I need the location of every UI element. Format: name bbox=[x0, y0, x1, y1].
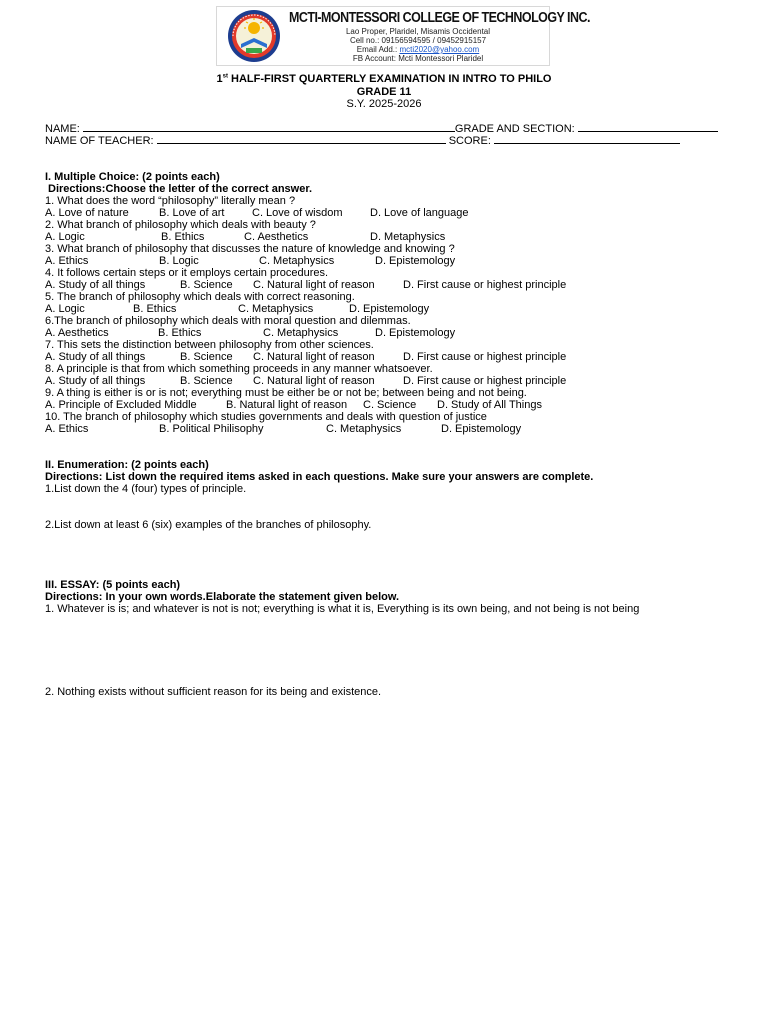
option-b: B. Political Philisophy bbox=[159, 423, 264, 435]
option-b: B. Ethics bbox=[161, 231, 205, 243]
school-fb: FB Account: Mcti Montessori Plaridel bbox=[352, 54, 484, 63]
part3-heading: III. ESSAY: (5 points each) bbox=[45, 579, 181, 591]
option-a: A. Ethics bbox=[45, 255, 89, 267]
school-cell: Cell no.: 09156594595 / 09452915157 bbox=[349, 36, 487, 45]
part1-directions-text: Choose the letter of the correct answer. bbox=[105, 183, 313, 195]
option-b: B. Science bbox=[180, 279, 233, 291]
essay-item-1: 1. Whatever is is; and whatever is not is not; everything is what it is, Everything is its own being, and not being is not being bbox=[45, 603, 640, 615]
exam-title bbox=[0, 73, 768, 85]
school-header bbox=[216, 6, 590, 66]
exam-title-text: HALF-FIRST QUARTERLY EXAMINATION IN INTRO TO PHILO bbox=[227, 73, 552, 85]
teacher-label: NAME OF TEACHER: bbox=[45, 135, 154, 147]
option-b: B. Love of art bbox=[159, 207, 225, 219]
name-blank[interactable] bbox=[83, 122, 455, 132]
enumeration-item-1: 1.List down the 4 (four) types of principle. bbox=[45, 483, 247, 495]
option-a: A. Logic bbox=[45, 303, 85, 315]
option-c: C. Natural light of reason bbox=[253, 375, 375, 387]
grade-section-label: GRADE AND SECTION: bbox=[454, 123, 575, 135]
exam-title-number: 1 bbox=[216, 73, 223, 85]
school-seal-logo bbox=[219, 8, 289, 64]
exam-school-year: S.Y. 2025-2026 bbox=[346, 98, 422, 110]
teacher-blank[interactable] bbox=[157, 134, 446, 144]
option-c: C. Metaphysics bbox=[238, 303, 314, 315]
option-d: D. First cause or highest principle bbox=[403, 351, 567, 363]
option-c: C. Natural light of reason bbox=[253, 351, 375, 363]
option-b: B. Ethics bbox=[158, 327, 202, 339]
question-10: 10. The branch of philosophy which studies governments and deals with question of justice bbox=[45, 411, 487, 423]
option-a: A. Ethics bbox=[45, 423, 89, 435]
question-6: 6.The branch of philosophy which deals with moral question and dilemmas. bbox=[45, 315, 411, 327]
option-c: C. Metaphysics bbox=[263, 327, 339, 339]
option-a: A. Study of all things bbox=[45, 351, 146, 363]
option-b: B. Science bbox=[180, 351, 233, 363]
teacher-row bbox=[45, 134, 680, 147]
option-d: D. Epistemology bbox=[441, 423, 522, 435]
exam-grade: GRADE 11 bbox=[356, 86, 412, 98]
school-address: Lao Proper, Plaridel, Misamis Occidental bbox=[345, 27, 491, 36]
option-d: D. Epistemology bbox=[349, 303, 430, 315]
option-a: A. Study of all things bbox=[45, 375, 146, 387]
question-5: 5. The branch of philosophy which deals with correct reasoning. bbox=[45, 291, 355, 303]
option-b: B. Science bbox=[180, 375, 233, 387]
option-c: C. Aesthetics bbox=[244, 231, 309, 243]
email-label: Email Add.: bbox=[356, 45, 398, 54]
score-label: SCORE: bbox=[448, 135, 491, 147]
option-b: B. Logic bbox=[159, 255, 199, 267]
school-name: MCTI-MONTESSORI COLLEGE OF TECHNOLOGY INC. bbox=[289, 10, 590, 26]
part1-directions-label: Directions: bbox=[48, 183, 106, 195]
part2-directions: Directions: List down the required items asked in each questions. Make sure your answers are complete. bbox=[45, 471, 594, 483]
exam-title-sup: st bbox=[222, 73, 228, 80]
name-label: NAME: bbox=[45, 123, 80, 135]
question-1: 1. What does the word “philosophy” literally mean ? bbox=[45, 195, 296, 207]
option-c: C. Metaphysics bbox=[259, 255, 335, 267]
option-d: D. Epistemology bbox=[375, 255, 456, 267]
option-d: D. First cause or highest principle bbox=[403, 375, 567, 387]
option-a: A. Principle of Excluded Middle bbox=[45, 399, 197, 411]
part2-heading: II. Enumeration: (2 points each) bbox=[45, 459, 209, 471]
school-contact-block bbox=[289, 27, 547, 65]
school-email-line bbox=[289, 45, 547, 54]
question-8: 8. A principle is that from which something proceeds in any manner whatsoever. bbox=[45, 363, 433, 375]
question-7: 7. This sets the distinction between philosophy from other sciences. bbox=[45, 339, 374, 351]
option-c: C. Science bbox=[363, 399, 417, 411]
part3-directions: Directions: In your own words.Elaborate the statement given below. bbox=[45, 591, 400, 603]
option-c: C. Love of wisdom bbox=[252, 207, 343, 219]
option-d: D. Epistemology bbox=[375, 327, 456, 339]
option-c: C. Natural light of reason bbox=[253, 279, 375, 291]
option-d: D. Metaphysics bbox=[370, 231, 446, 243]
enumeration-item-2: 2.List down at least 6 (six) examples of the branches of philosophy. bbox=[45, 519, 372, 531]
email-link[interactable]: mcti2020@yahoo.com bbox=[399, 45, 480, 54]
option-c: C. Metaphysics bbox=[326, 423, 402, 435]
score-blank[interactable] bbox=[494, 134, 680, 144]
option-a: A. Logic bbox=[45, 231, 85, 243]
essay-item-2: 2. Nothing exists without sufficient reason for its being and existence. bbox=[45, 686, 382, 698]
question-9: 9. A thing is either is or is not; everything must be either be or not be; between being and not being. bbox=[45, 387, 527, 399]
option-a: A. Aesthetics bbox=[45, 327, 109, 339]
part1-heading: I. Multiple Choice: (2 points each) bbox=[45, 171, 220, 183]
option-d: D. Love of language bbox=[370, 207, 469, 219]
option-d: D. Study of All Things bbox=[437, 399, 542, 411]
option-b: B. Natural light of reason bbox=[226, 399, 348, 411]
part1-directions bbox=[48, 183, 312, 195]
question-2: 2. What branch of philosophy which deals with beauty ? bbox=[45, 219, 316, 231]
option-a: A. Love of nature bbox=[45, 207, 129, 219]
option-d: D. First cause or highest principle bbox=[403, 279, 567, 291]
option-a: A. Study of all things bbox=[45, 279, 146, 291]
question-3: 3. What branch of philosophy that discusses the nature of knowledge and knowing ? bbox=[45, 243, 455, 255]
option-b: B. Ethics bbox=[133, 303, 177, 315]
question-4: 4. It follows certain steps or it employs certain procedures. bbox=[45, 267, 329, 279]
grade-section-blank[interactable] bbox=[578, 122, 718, 132]
